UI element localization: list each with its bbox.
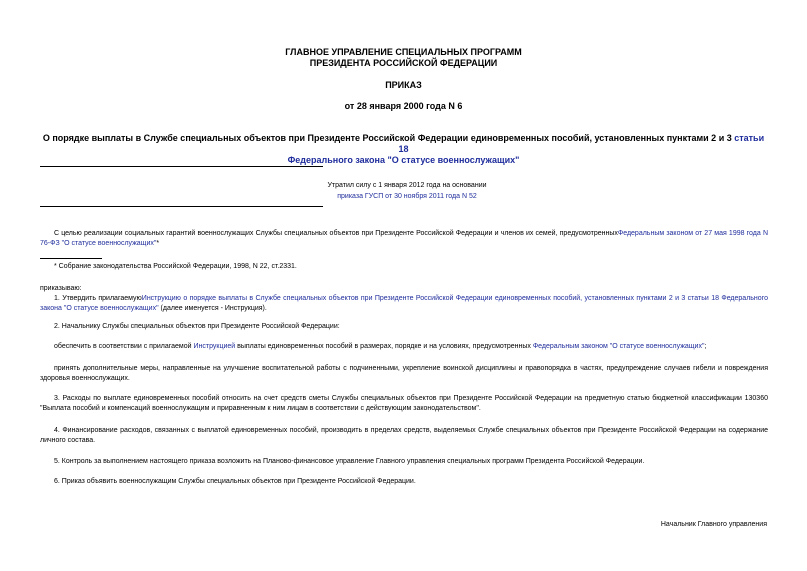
- document-title: [40, 133, 767, 166]
- title-link-article[interactable]: статьи 18: [398, 133, 765, 154]
- status-link[interactable]: приказа ГУСП от 30 ноября 2011 года N 52: [337, 193, 477, 200]
- item-1: [40, 294, 768, 314]
- item-2b: принять дополнительные меры, направленные на улучшение воспитательной работы с подчиненными, укрепление воинской дисциплины и правопорядка в частях, предупреждение случаев гибели и повреждения здоровья военнослужащих.: [40, 365, 768, 382]
- order-word: приказываю:: [40, 285, 82, 292]
- footnote-marker: *: [156, 240, 160, 247]
- instruction-link[interactable]: Инструкцию о порядке выплаты в Службе специальных объектов при Президенте Российской Федерации единовременных пособий, установленных пунктами 2 и 3 статьи 18 Федерального закона "О статусе военнослужащих": [40, 295, 768, 312]
- item-5: 5. Контроль за выполнением настоящего приказа возложить на Планово-финансовое управление Главного управления специальных программ Президента Российской Федерации.: [54, 458, 645, 465]
- instruction-link-2[interactable]: Инструкцией: [193, 343, 236, 350]
- item-2a-mid: выплаты единовременных пособий в размерах, порядке и на условиях, предусмотренных: [235, 343, 533, 350]
- title-text: О порядке выплаты в Службе специальных объектов при Президенте Российской Федерации единовременных пособий, установленных пунктами 2 и 3: [42, 133, 735, 143]
- status-text: Утратил силу с 1 января 2012 года на основании: [327, 182, 487, 189]
- preamble: [40, 229, 768, 249]
- preamble-law-link[interactable]: Федеральным законом от 27 мая 1998 года N 76-ФЗ "О статусе военнослужащих": [40, 230, 768, 247]
- federal-law-link[interactable]: Федеральным законом "О статусе военнослужащих": [532, 343, 705, 350]
- footnote: * Собрание законодательства Российской Федерации, 1998, N 22, ст.2331.: [54, 263, 297, 270]
- divider-top: [40, 166, 323, 167]
- preamble-text: С целью реализации социальных гарантий военнослужащих Службы специальных объектов при Президенте Российской Федерации и членов их семей, предусмотренных: [54, 230, 618, 237]
- item-2a-text: обеспечить в соответствии с прилагаемой: [54, 343, 194, 350]
- document-date-number: от 28 января 2000 года N 6: [344, 101, 463, 111]
- item-1-text: 1. Утвердить прилагаемую: [54, 295, 142, 302]
- divider-bottom: [40, 206, 323, 207]
- org-name-line2: ПРЕЗИДЕНТА РОССИЙСКОЙ ФЕДЕРАЦИИ: [309, 58, 498, 68]
- item-4: 4. Финансирование расходов, связанных с выплатой единовременных пособий, производить в пределах средств, выделяемых Службе специальных объектов при Президенте Российской Федерации на содержание личного состава.: [40, 427, 768, 444]
- org-name-line1: ГЛАВНОЕ УПРАВЛЕНИЕ СПЕЦИАЛЬНЫХ ПРОГРАММ: [285, 47, 522, 57]
- item-2a-tail: ;: [704, 343, 707, 350]
- document-type: ПРИКАЗ: [385, 80, 422, 90]
- item-1-tail: (далее именуется - Инструкция).: [158, 305, 267, 312]
- item-6: 6. Приказ объявить военнослужащим Службы специальных объектов при Президенте Российской Федерации.: [54, 478, 416, 485]
- signature: Начальник Главного управления: [660, 521, 767, 528]
- item-3: 3. Расходы по выплате единовременных пособий относить на счет средств сметы Службы специальных объектов при Президенте Российской Федерации на предметную статью бюджетной классификации 130360 "Выплата пособий и компенсаций военнослужащим и приравненным к ним лицам в соответствии с действующим законодательством".: [40, 395, 768, 412]
- title-link-law[interactable]: Федерального закона "О статусе военнослужащих": [287, 155, 520, 165]
- item-2: 2. Начальнику Службы специальных объектов при Президенте Российской Федерации:: [54, 323, 340, 330]
- item-2a: [40, 342, 768, 352]
- footnote-divider: [40, 258, 102, 259]
